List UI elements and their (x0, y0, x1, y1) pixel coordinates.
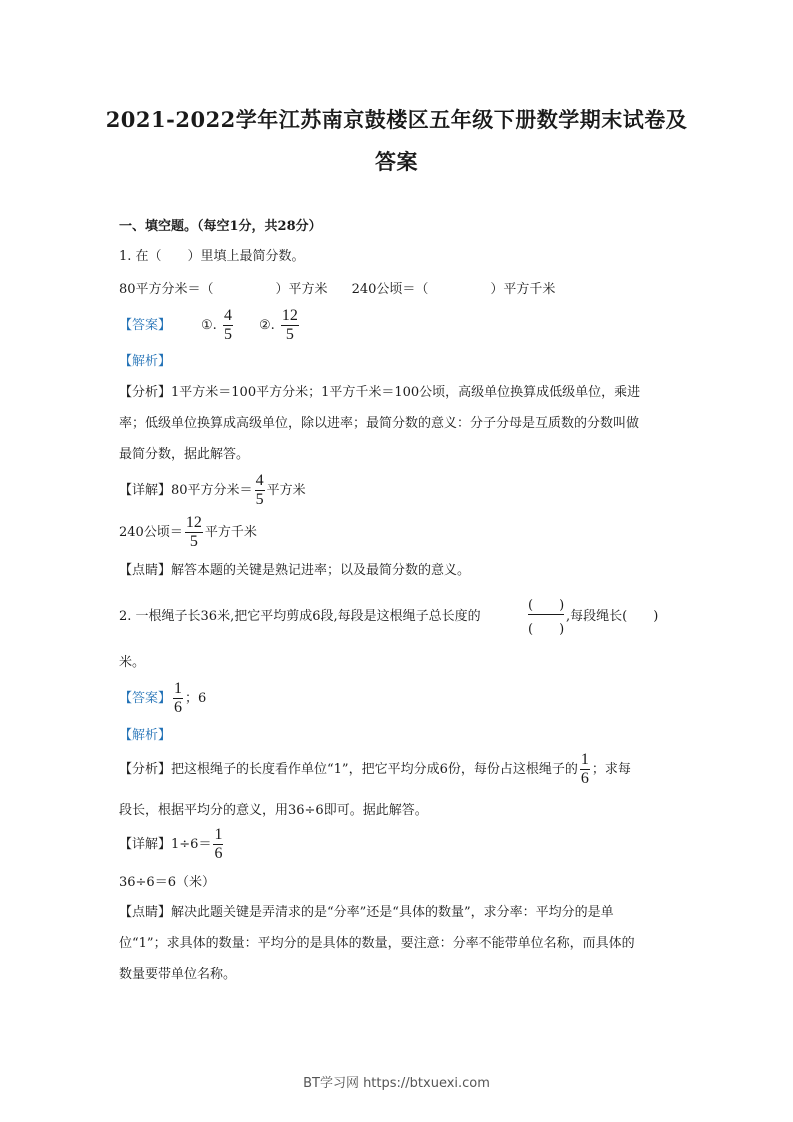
denominator: 6 (214, 845, 223, 862)
answer-fraction (173, 680, 183, 717)
question-2-stem-cont: ,每段绳长( ) (566, 609, 659, 624)
comment-text: 解答本题的关键是熟记进率；以及最简分数的意义。 (171, 563, 471, 578)
detail-text: 80平方分米＝ (171, 483, 253, 498)
answer-tag: 【答案】 (119, 318, 172, 333)
question-1-answer (119, 306, 301, 346)
comment-line (119, 562, 470, 580)
analysis-tag: 【解析】 (119, 354, 172, 369)
numerator: 12 (281, 307, 298, 324)
detail-text: 1÷6＝ (171, 837, 212, 852)
denominator: 5 (189, 533, 198, 550)
detail-line (119, 513, 257, 553)
question-2-stem-end: 米。 (119, 655, 146, 670)
blank-label: 80平方分米＝（ (119, 282, 214, 297)
blank-label: ）平方米 (275, 282, 328, 297)
detail-line (119, 825, 225, 865)
footer-watermark: BT学习网 https://btxuexi.com (303, 1076, 490, 1091)
analysis-line: 把这根绳子的长度看作单位“1”，把它平均分成6份，每份占这根绳子的 (171, 762, 578, 777)
comment-text: 解决此题关键是弄清求的是“分率”还是“具体的数量”，求分率：平均分的是单 (171, 905, 614, 920)
comment-line (119, 904, 614, 922)
page-title: 2021-2022学年江苏南京鼓楼区五年级下册数学期末试卷及 (105, 107, 688, 132)
blank-label: 240公顷＝（ (351, 282, 429, 297)
analysis-line: ；求每 (591, 762, 631, 777)
detail-fraction (255, 472, 265, 509)
detail-text: 240公顷＝ (119, 525, 183, 540)
question-2-answer (119, 679, 206, 719)
detail-text: 平方米 (266, 483, 306, 498)
answer-label: ②. (258, 318, 275, 333)
analysis-text (119, 750, 631, 790)
blank-numerator: ( ) (528, 594, 564, 615)
dianjing-tag: 【点睛】 (119, 563, 172, 578)
blank-label: ）平方千米 (490, 282, 556, 297)
xiangjie-tag: 【详解】 (119, 837, 172, 852)
analysis-fraction (580, 751, 590, 788)
analysis-line: 率；低级单位换算成高级单位，除以进率；最简分数的意义：分子分母是互质数的分数叫做 (119, 416, 640, 431)
section-heading: 一、填空题。（每空1分，共28分） (119, 219, 322, 234)
numerator: 4 (255, 472, 264, 489)
analysis-line: 段长，根据平均分的意义，用36÷6即可。据此解答。 (119, 803, 428, 818)
answer-text: ；6 (185, 691, 207, 706)
answer-tag: 【答案】 (119, 691, 172, 706)
page-title-continued: 答案 (375, 149, 418, 174)
comment-line: 位“1”；求具体的数量：平均分的是具体的数量，要注意：分率不能带单位名称，而具体的 (119, 936, 635, 951)
fenxi-tag: 【分析】 (119, 385, 172, 400)
denominator: 5 (223, 326, 232, 343)
denominator: 5 (285, 326, 294, 343)
question-1-stem: 1. 在（ ）里填上最简分数。 (119, 249, 305, 264)
answer-fraction (281, 307, 299, 344)
analysis-tag: 【解析】 (119, 728, 172, 743)
denominator: 6 (580, 770, 589, 787)
analysis-line: 最简分数，据此解答。 (119, 447, 250, 462)
numerator: 1 (580, 751, 589, 768)
dianjing-tag: 【点睛】 (119, 905, 172, 920)
comment-line: 数量要带单位名称。 (119, 967, 237, 982)
numerator: 12 (185, 514, 202, 531)
fenxi-tag: 【分析】 (119, 762, 172, 777)
detail-text: 平方千米 (204, 525, 257, 540)
numerator: 1 (174, 680, 183, 697)
numerator: 4 (223, 307, 232, 324)
blank-fraction (528, 594, 564, 638)
detail-fraction (213, 826, 223, 863)
question-2-stem: 2. 一根绳子长36米,把它平均剪成6段,每段是这根绳子总长度的 (119, 609, 481, 624)
denominator: 6 (174, 699, 183, 716)
question-1-blanks (119, 281, 555, 299)
blank-denominator: ( ) (528, 622, 565, 637)
denominator: 5 (255, 491, 264, 508)
detail-line: 36÷6＝6（米） (119, 875, 215, 890)
xiangjie-tag: 【详解】 (119, 483, 172, 498)
analysis-text (119, 384, 640, 402)
analysis-line: 1平方米＝100平方分米；1平方千米＝100公顷，高级单位换算成低级单位，乘进 (171, 385, 641, 400)
answer-label: ①. (201, 318, 217, 333)
detail-line (119, 471, 306, 511)
answer-fraction (223, 307, 233, 344)
numerator: 1 (214, 826, 223, 843)
detail-fraction (185, 514, 203, 551)
